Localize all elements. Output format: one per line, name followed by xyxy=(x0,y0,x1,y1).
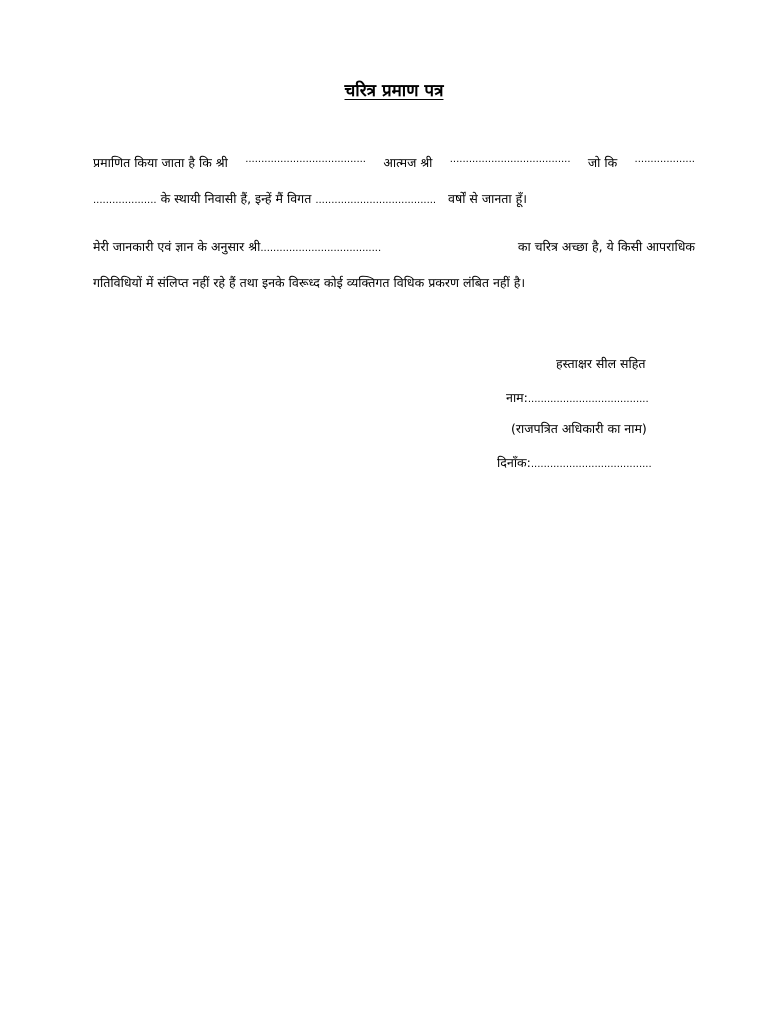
blank-place-continued: .................... xyxy=(93,195,157,206)
text-character-good: का चरित्र अच्छा है, ये किसी आपराधिक xyxy=(517,239,695,254)
blank-years: ...................................... xyxy=(315,195,437,206)
paragraph-2-line-1 xyxy=(93,238,695,255)
date-label: दिनाँक: xyxy=(497,455,531,470)
text-son-of: आत्मज श्री xyxy=(383,155,433,170)
date-blank: ...................................... xyxy=(530,459,652,470)
text-certified: प्रमाणित किया जाता है कि श्री xyxy=(93,155,228,170)
blank-person-name: ...................................... xyxy=(260,243,382,254)
text-known-years: वर्षों से जानता हूँ। xyxy=(448,191,528,206)
signature-caption: हस्ताक्षर सील सहित xyxy=(556,356,646,371)
name-field xyxy=(506,389,649,406)
paragraph-1-line-2 xyxy=(93,190,695,207)
blank-place: ................... xyxy=(634,154,695,165)
text-who: जो कि xyxy=(587,155,618,170)
blank-father-name: ...................................... xyxy=(449,154,571,165)
text-as-per-knowledge: मेरी जानकारी एवं ज्ञान के अनुसार श्री...................................... xyxy=(93,239,382,254)
document-title: चरित्र प्रमाण पत्र xyxy=(344,81,444,101)
paragraph-1-line-1 xyxy=(93,154,695,171)
blank-name: ...................................... xyxy=(245,154,366,165)
name-label: नाम: xyxy=(506,390,528,405)
officer-note: (राजपत्रित अधिकारी का नाम) xyxy=(511,421,647,436)
paragraph-2-line-2: गतिविधियों में संलिप्त नहीं रहे हैं तथा इनके विरूध्द कोई व्यक्तिगत विधिक प्रकरण लंबित नहीं है। xyxy=(93,275,526,290)
date-field xyxy=(497,454,652,471)
text-resident: के स्थायी निवासी हैं, इन्हें मैं विगत xyxy=(160,191,312,206)
name-blank: ...................................... xyxy=(527,394,649,405)
